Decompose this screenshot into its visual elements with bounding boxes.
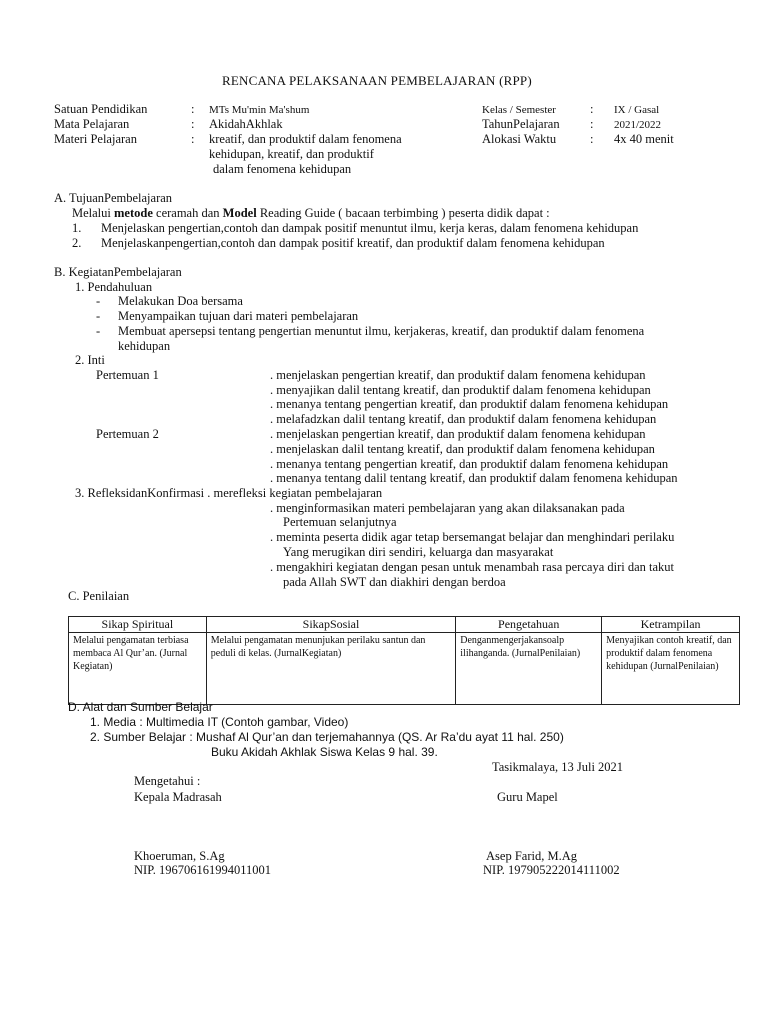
refleksi-item: . menginformasikan materi pembelajaran yang akan dilaksanakan pada [270, 501, 625, 515]
refleksi-heading: 3. RefleksidanKonfirmasi . merefleksi kegiatan pembelajaran [75, 486, 383, 500]
objective-number: 2. [72, 236, 82, 250]
colon: : [191, 117, 195, 131]
inti-heading: 2. Inti [75, 353, 105, 367]
alokasi-value: 4x 40 menit [614, 132, 674, 146]
penilaian-table [68, 616, 740, 705]
mapel-label: Mata Pelajaran [54, 117, 130, 131]
pendahuluan-item: Melakukan Doa bersama [118, 294, 243, 308]
pertemuan-1-item: . menyajikan dalil tentang kreatif, dan produktif dalam fenomena kehidupan [270, 383, 651, 397]
section-a-intro: Melalui metode ceramah dan Model Reading Guide ( bacaan terbimbing ) peserta didik dapat : [72, 206, 550, 220]
refleksi-item: Yang merugikan diri sendiri, keluarga dan masyarakat [283, 545, 554, 559]
dash-bullet: - [96, 309, 101, 323]
mapel-value: AkidahAkhlak [209, 117, 283, 131]
colon: : [191, 132, 195, 146]
satuan-value: MTs Mu'min Ma'shum [209, 104, 310, 116]
kepala-nip: NIP. 196706161994011001 [134, 863, 272, 877]
objective-text: Menjelaskan pengertian,contoh dan dampak positif menuntut ilmu, kerja keras, dalam fenomena kehidupan [101, 221, 639, 235]
sumber-item: 2. Sumber Belajar : Mushaf Al Qur’an dan terjemahannya (QS. Ar Ra’du ayat 11 hal. 250) [90, 730, 564, 744]
section-d-heading: D. Alat dan Sumber Belajar [68, 700, 213, 714]
column-header: Sikap Spiritual [69, 617, 207, 633]
pendahuluan-item: Menyampaikan tujuan dari materi pembelajaran [118, 309, 359, 323]
colon: : [590, 132, 594, 146]
materi-label: Materi Pelajaran [54, 132, 137, 146]
objective-number: 1. [72, 221, 82, 235]
refleksi-item: . mengakhiri kegiatan dengan pesan untuk menambah rasa percaya diri dan takut [270, 560, 675, 574]
materi-line: dalam fenomena kehidupan [213, 162, 352, 176]
dash-bullet: - [96, 324, 101, 338]
table-cell: Denganmengerjakansoalp ilihanganda. (JurnalPenilaian) [456, 633, 602, 705]
colon: : [590, 102, 594, 116]
table-cell: Melalui pengamatan terbiasa membaca Al Qur’an. (Jurnal Kegiatan) [69, 633, 207, 705]
tahun-label: TahunPelajaran [482, 117, 560, 131]
media-item: 1. Media : Multimedia IT (Contoh gambar, Video) [90, 715, 349, 729]
table-header-row [69, 617, 740, 633]
mengetahui-label: Mengetahui : [134, 774, 201, 788]
place-date: Tasikmalaya, 13 Juli 2021 [492, 760, 624, 774]
pertemuan-2-item: . menjelaskan dalil tentang kreatif, dan produktif dalam fenomena kehidupan [270, 442, 655, 456]
pendahuluan-item: Membuat apersepsi tentang pengertian menuntut ilmu, kerjakeras, kreatif, dan produktif dalam fenomena [118, 324, 645, 338]
refleksi-item: . meminta peserta didik agar tetap bersemangat belajar dan menghindari perilaku [270, 530, 675, 544]
column-header: SikapSosial [206, 617, 456, 633]
pertemuan-1-item: . menjelaskan pengertian kreatif, dan produktif dalam fenomena kehidupan [270, 368, 646, 382]
tahun-value: 2021/2022 [614, 119, 662, 131]
pertemuan-2-item: . menjelaskan pengertian kreatif, dan produktif dalam fenomena kehidupan [270, 427, 646, 441]
section-a-heading: A. TujuanPembelajaran [54, 191, 173, 205]
guru-role: Guru Mapel [497, 790, 558, 804]
pertemuan-2-item: . menanya tentang dalil tentang kreatif, dan produktif dalam fenomena kehidupan [270, 471, 678, 485]
alokasi-label: Alokasi Waktu [482, 132, 557, 146]
satuan-label: Satuan Pendidikan [54, 102, 148, 116]
pendahuluan-heading: 1. Pendahuluan [75, 280, 153, 294]
column-header: Ketrampilan [602, 617, 740, 633]
guru-name: Asep Farid, M.Ag [486, 849, 577, 863]
table-row [69, 633, 740, 705]
refleksi-item: Pertemuan selanjutnya [283, 515, 397, 529]
dash-bullet: - [96, 294, 101, 308]
table-cell: Menyajikan contoh kreatif, dan produktif dalam fenomena kehidupan (JurnalPenilaian) [602, 633, 740, 705]
table-cell: Melalui pengamatan menunjukan perilaku santun dan peduli di kelas. (JurnalKegiatan) [206, 633, 456, 705]
pertemuan-1-label: Pertemuan 1 [96, 368, 159, 382]
section-b-heading: B. KegiatanPembelajaran [54, 265, 182, 279]
kelas-label: Kelas / Semester [482, 104, 556, 116]
kelas-value: IX / Gasal [614, 104, 660, 116]
kepala-name: Khoeruman, S.Ag [134, 849, 225, 863]
pertemuan-1-item: . menanya tentang pengertian kreatif, dan produktif dalam fenomena kehidupan [270, 397, 669, 411]
materi-line: kreatif, dan produktif dalam fenomena [209, 132, 402, 146]
document-title: RENCANA PELAKSANAAN PEMBELAJARAN (RPP) [222, 73, 532, 88]
kepala-role: Kepala Madrasah [134, 790, 222, 804]
pertemuan-2-label: Pertemuan 2 [96, 427, 159, 441]
materi-line: kehidupan, kreatif, dan produktif [209, 147, 374, 161]
colon: : [590, 117, 594, 131]
refleksi-item: pada Allah SWT dan diakhiri dengan berdoa [283, 575, 506, 589]
pertemuan-2-item: . menanya tentang pengertian kreatif, dan produktif dalam fenomena kehidupan [270, 457, 669, 471]
column-header: Pengetahuan [456, 617, 602, 633]
colon: : [191, 102, 195, 116]
objective-text: Menjelaskanpengertian,contoh dan dampak positif kreatif, dan produktif dalam fenomena kehidupan [101, 236, 605, 250]
section-c-heading: C. Penilaian [68, 589, 130, 603]
pendahuluan-item: kehidupan [118, 339, 171, 353]
pertemuan-1-item: . melafadzkan dalil tentang kreatif, dan produktif dalam fenomena kehidupan [270, 412, 657, 426]
sumber-item-continued: Buku Akidah Akhlak Siswa Kelas 9 hal. 39. [211, 745, 438, 759]
guru-nip: NIP. 197905222014111002 [483, 863, 620, 877]
